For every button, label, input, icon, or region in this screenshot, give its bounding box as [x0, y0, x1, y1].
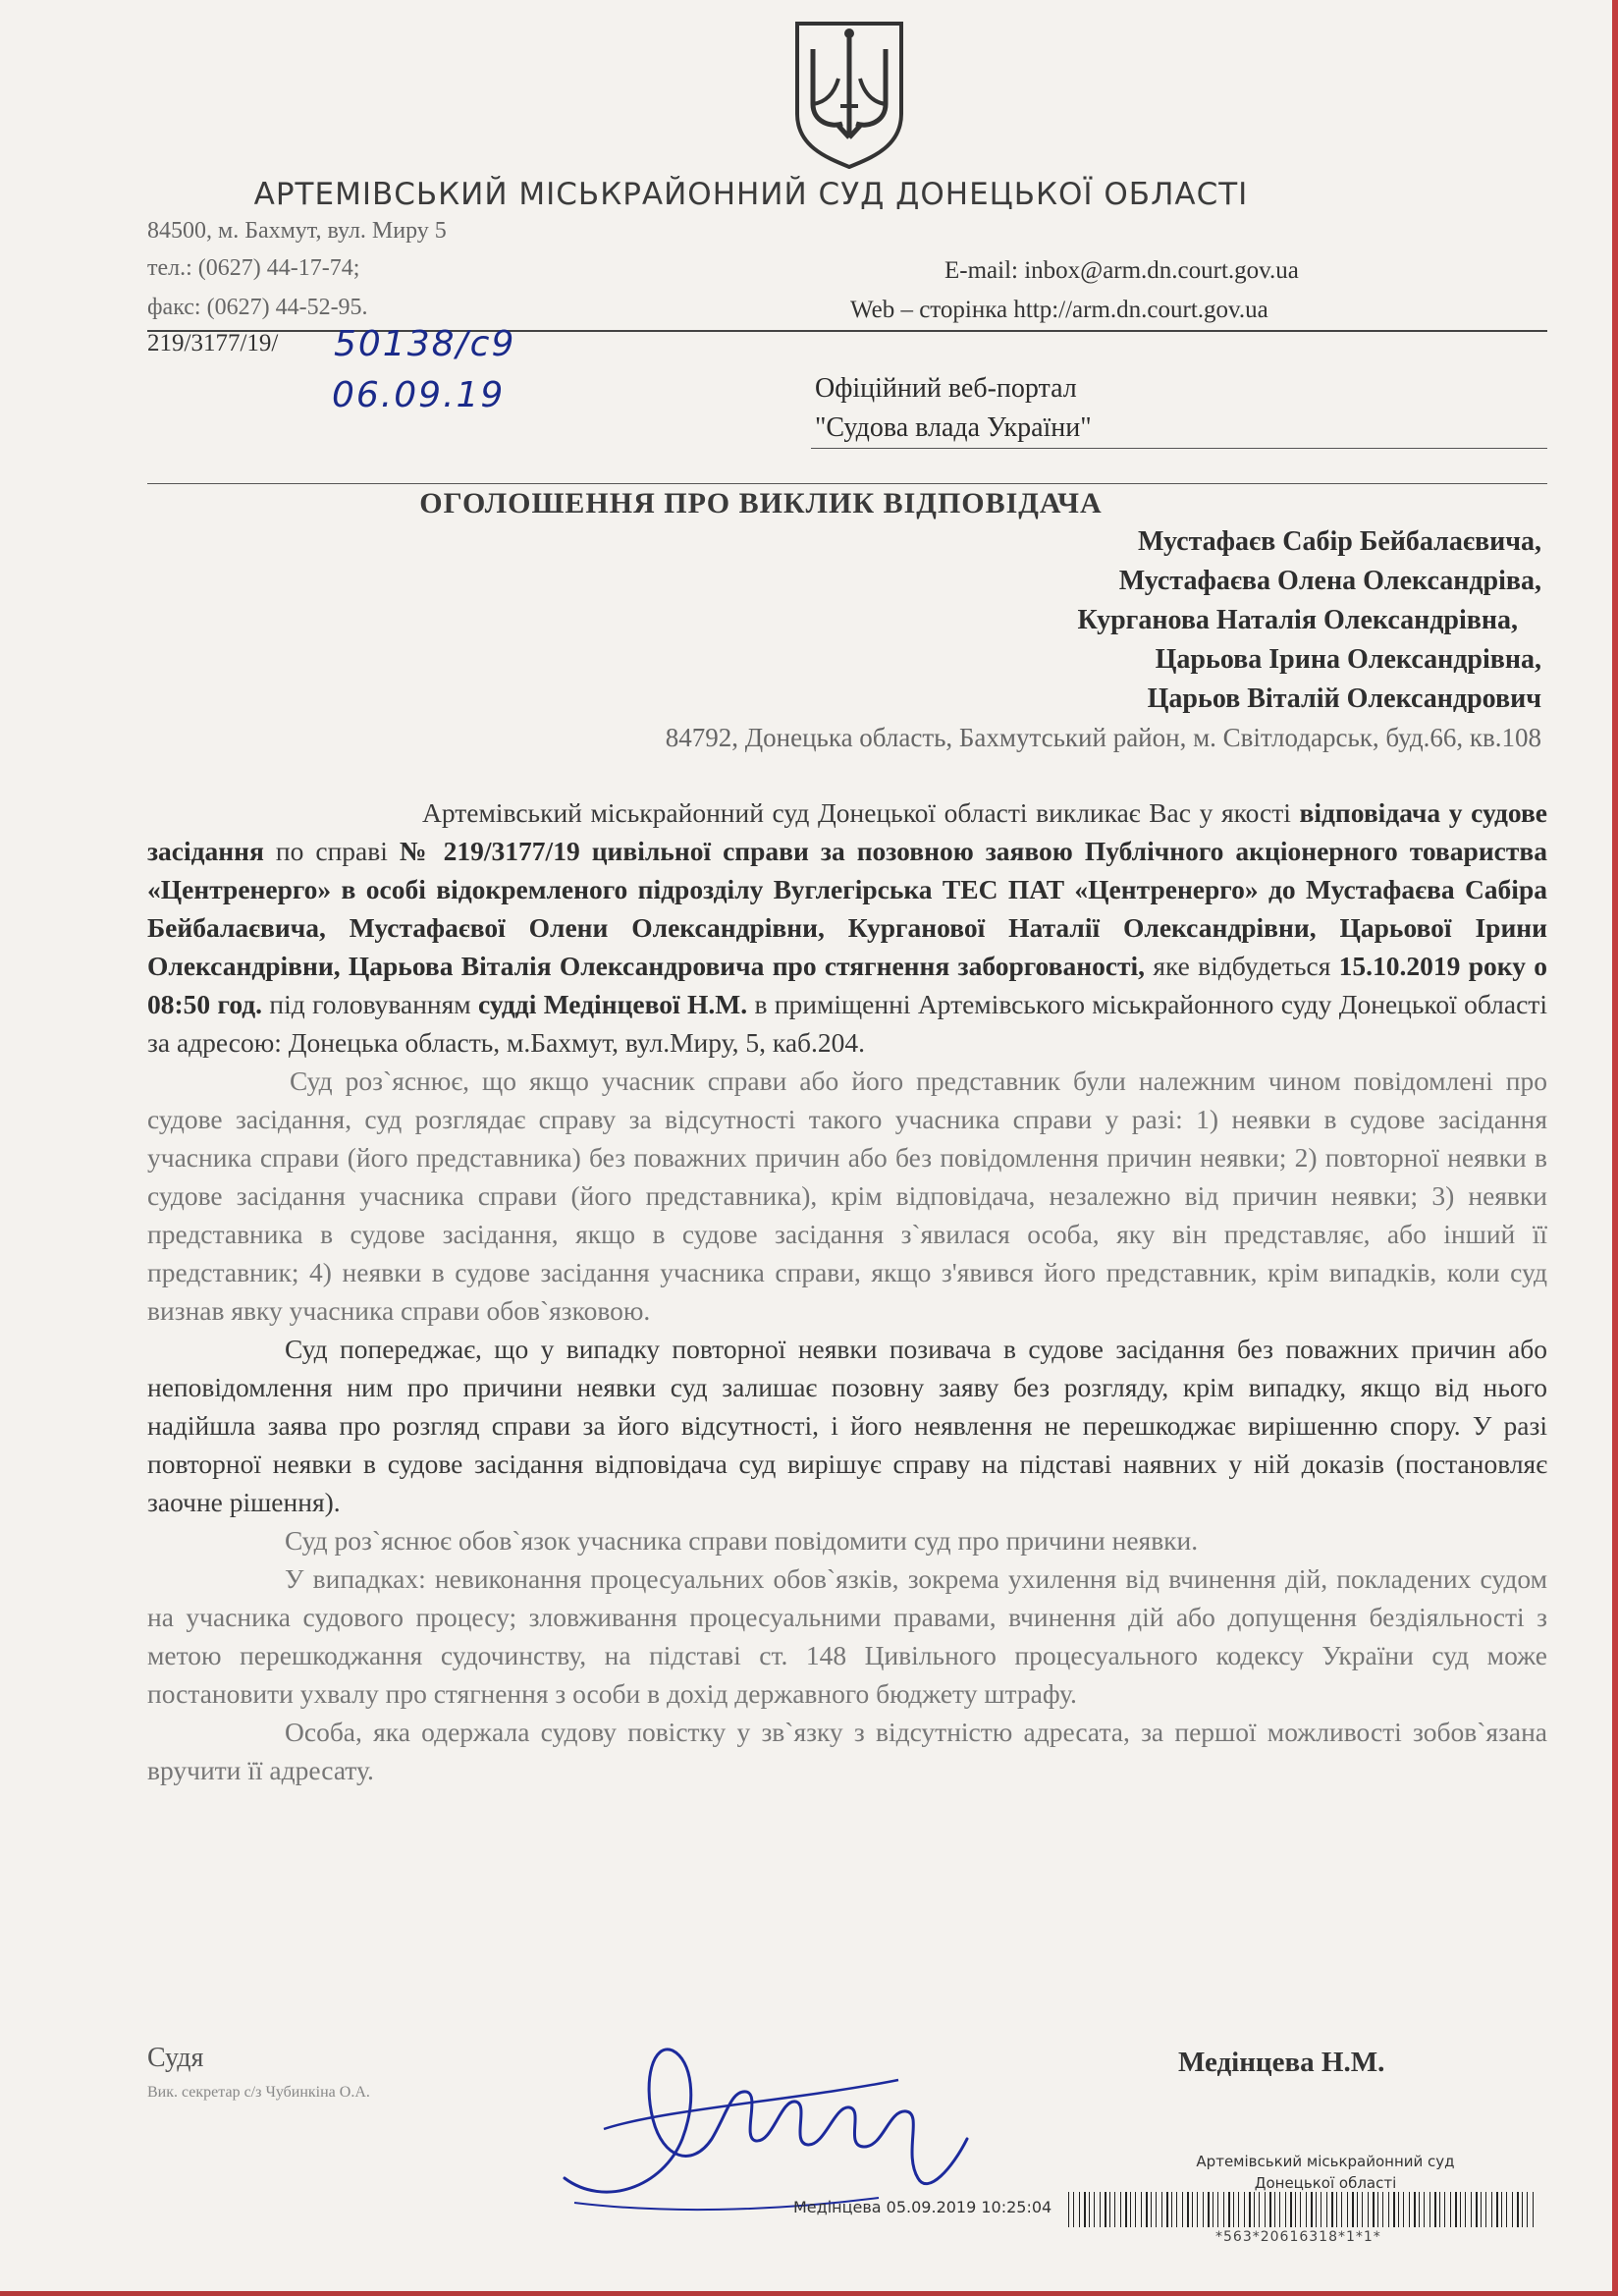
- judge-label: Судя: [147, 2043, 204, 2073]
- barcode-bar: [1109, 2192, 1110, 2227]
- barcode-bar: [1393, 2192, 1395, 2227]
- barcode-bar: [1455, 2192, 1457, 2227]
- barcode-bar: [1481, 2192, 1482, 2227]
- defendant-1: Мустафаєв Сабір Бейбалаєвича,: [1137, 526, 1541, 557]
- paragraph-penalty: У випадках: невиконання процесуальних обов`язків, зокрема ухилення від вчинення дій, покладених судом на учасника судового процесу; зловживання процесуальними правами, вчинення дій або допущення бездіяльності з метою перешкоджання судочинству, на підставі ст. 148 Цивільного процесуального кодексу України суд може постановити ухвалу про стягнення з особи в дохід державного бюджету штрафу.: [147, 1563, 1547, 1709]
- defendant-5: Царьов Віталій Олександрович: [1147, 683, 1541, 714]
- barcode-bar: [1460, 2192, 1461, 2227]
- stamp-court-line-1: Артемівський міськрайонний суд: [1196, 2153, 1455, 2170]
- barcode-bar: [1135, 2192, 1136, 2227]
- court-address: 84500, м. Бахмут, вул. Миру 5: [147, 218, 447, 244]
- barcode-bar: [1496, 2192, 1498, 2227]
- barcode-bar: [1316, 2192, 1317, 2227]
- barcode-bar: [1223, 2192, 1224, 2227]
- barcode-bar: [1094, 2192, 1095, 2227]
- e-signature-stamp: Медінцева 05.09.2019 10:25:04: [793, 2198, 1052, 2216]
- paragraph-summons: [147, 793, 1547, 1062]
- barcode-bar: [1073, 2192, 1074, 2227]
- barcode-bar: [1409, 2192, 1410, 2227]
- barcode-bar: [1217, 2192, 1218, 2227]
- barcode-number: *563*20616318*1*1*: [1215, 2229, 1381, 2245]
- paragraph-delivery: Особа, яка одержала судову повістку у зв`язку з відсутністю адресата, за першої можливості зобов`язана вручити її адресату.: [147, 1717, 1547, 1785]
- barcode-bar: [1079, 2192, 1080, 2227]
- barcode-bar: [1265, 2192, 1266, 2227]
- barcode-bar: [1269, 2192, 1271, 2227]
- barcode-bar: [1259, 2192, 1260, 2227]
- barcode-bar: [1068, 2192, 1069, 2227]
- barcode-bar: [1429, 2192, 1430, 2227]
- barcode-bar: [1352, 2192, 1354, 2227]
- barcode-bar: [1347, 2192, 1348, 2227]
- barcode-bar: [1512, 2192, 1513, 2227]
- barcode-bar: [1151, 2192, 1152, 2227]
- defendants-address: 84792, Донецька область, Бахмутський район, м. Світлодарськ, буд.66, кв.108: [665, 723, 1541, 752]
- barcode-bar: [1114, 2192, 1115, 2227]
- court-fax: факс: (0627) 44-52-95.: [147, 295, 368, 320]
- title-overline: [147, 483, 1547, 484]
- barcode-bar: [1444, 2192, 1445, 2227]
- barcode-bar: [1120, 2192, 1121, 2227]
- presiding-judge: судді Медінцевої Н.М.: [478, 989, 748, 1019]
- barcode-bar: [1084, 2192, 1086, 2227]
- barcode-bar: [1238, 2192, 1239, 2227]
- barcode-bar: [1501, 2192, 1502, 2227]
- recipient-underline: [811, 448, 1547, 449]
- case-details: № 219/3177/19 цивільної справи за позовною заявою Публічного акціонерного товариства «Центренерго» в особі відокремленого підрозділу Вуглегірська ТЕС ПАТ «Центренерго» до Мустафаєва Сабіра Бейбалаєвича, Мустафаєвої Олени Олександрівни, Курганової Наталії Олександрівни, Царьової Ірини Олександрівни, Царьова Віталія Олександровича про стягнення заборгованості,: [147, 836, 1547, 981]
- barcode-bar: [1125, 2192, 1127, 2227]
- barcode-bar: [1213, 2192, 1214, 2227]
- barcode-bar: [1141, 2192, 1142, 2227]
- barcode-bar: [1203, 2192, 1204, 2227]
- barcode-bar: [1465, 2192, 1466, 2227]
- barcode-bar: [1476, 2192, 1478, 2227]
- barcode-bar: [1341, 2192, 1342, 2227]
- defendant-2: Мустафаєва Олена Олександріва,: [1118, 566, 1541, 596]
- barcode-bar: [1419, 2192, 1420, 2227]
- defendant-3: Курганова Наталія Олександрівна,: [1077, 605, 1518, 635]
- barcode-bar: [1176, 2192, 1177, 2227]
- barcode-bar: [1208, 2192, 1210, 2227]
- barcode-bar: [1192, 2192, 1193, 2227]
- barcode-bar: [1171, 2192, 1172, 2227]
- barcode-bar: [1424, 2192, 1425, 2227]
- barcode-bar: [1100, 2192, 1101, 2227]
- barcode-bar: [1279, 2192, 1280, 2227]
- paragraph-duty: Суд роз`яснює обов`язок учасника справи повідомити суд про причини неявки.: [285, 1525, 1199, 1556]
- defendant-4: Царьова Ірина Олександрівна,: [1155, 644, 1541, 675]
- secretary-note: Вик. секретар с/з Чубинкіна О.А.: [147, 2084, 370, 2101]
- barcode-bar: [1130, 2192, 1131, 2227]
- court-email: E-mail: inbox@arm.dn.court.gov.ua: [944, 257, 1299, 284]
- recipient-line-2: "Судова влада України": [815, 412, 1092, 443]
- barcode-bar: [1187, 2192, 1189, 2227]
- barcode-bar: [1166, 2192, 1168, 2227]
- barcode-bar: [1471, 2192, 1472, 2227]
- barcode-bar: [1362, 2192, 1363, 2227]
- summons-text: Артемівський міськрайонний суд Донецької області викликає Вас у якості: [422, 797, 1300, 828]
- barcode-bar: [1197, 2192, 1198, 2227]
- case-reference: 219/3177/19/: [147, 330, 279, 356]
- page-edge-right: [1612, 0, 1618, 2296]
- page-edge-bottom: [0, 2291, 1618, 2296]
- barcode-bar: [1357, 2192, 1358, 2227]
- barcode-bar: [1249, 2192, 1251, 2227]
- coat-of-arms-icon: [791, 20, 907, 169]
- barcode-bar: [1368, 2192, 1369, 2227]
- court-web: Web – сторінка http://arm.dn.court.gov.ua: [850, 297, 1268, 323]
- summons-text: по справі: [263, 836, 400, 866]
- barcode-bar: [1326, 2192, 1327, 2227]
- barcode-bar: [1414, 2192, 1416, 2227]
- recipient-line-1: Офіційний веб-портал: [815, 373, 1077, 404]
- hearing-datetime: 15.10.2019 року о 08:50 год.: [147, 951, 1547, 1019]
- announcement-body: [147, 793, 1547, 1789]
- paragraph-absence-rules: Суд роз`яснює, що якщо учасник справи або його представник були належним чином повідомлені про судове засідання, суд розглядає справу за відсутності такого учасника справи у разі: 1) неявки в судове засідання учасника справи (його представника) без поважних причин або без повідомлення причин неявки; 2) повторної неявки в судове засідання учасника справи (його представника), крім відповідача, незалежно від причин неявки; 3) неявки представника в судове засідання, якщо в судове засідання з`явилася особа, яку він представляє, або інший її представник; 4) неявки в судове засідання учасника справи, якщо з'явився його представник, крім випадків, коли суд визнав явку учасника справи обов`язковою.: [147, 1066, 1547, 1326]
- summons-text: яке відбудеться: [1145, 951, 1339, 981]
- handwritten-incoming-number: 50138/с9: [334, 324, 516, 364]
- barcode-bar: [1300, 2192, 1301, 2227]
- barcode-bar: [1506, 2192, 1507, 2227]
- barcode-bar: [1491, 2192, 1492, 2227]
- judge-signature: [545, 2021, 987, 2227]
- barcode-bar: [1254, 2192, 1255, 2227]
- barcode-bar: [1403, 2192, 1404, 2227]
- barcode-bar: [1295, 2192, 1296, 2227]
- barcode-bar: [1439, 2192, 1440, 2227]
- barcode-bar: [1373, 2192, 1375, 2227]
- barcode-bar: [1228, 2192, 1230, 2227]
- announcement-title: ОГОЛОШЕННЯ ПРО ВИКЛИК ВІДПОВІДАЧА: [419, 487, 1103, 519]
- barcode-bar: [1285, 2192, 1286, 2227]
- barcode-bar: [1398, 2192, 1399, 2227]
- barcode-bar: [1105, 2192, 1106, 2227]
- barcode-bar: [1089, 2192, 1090, 2227]
- barcode-bar: [1388, 2192, 1389, 2227]
- court-phone: тел.: (0627) 44-17-74;: [147, 255, 360, 281]
- barcode-bar: [1233, 2192, 1234, 2227]
- barcode-bar: [1146, 2192, 1148, 2227]
- summons-text: під головуванням: [262, 989, 479, 1019]
- barcode-bar: [1161, 2192, 1162, 2227]
- barcode-bar: [1290, 2192, 1292, 2227]
- summons-role: відповідача у судове засідання: [147, 797, 1548, 866]
- barcode: [1068, 2192, 1539, 2227]
- barcode-bar: [1434, 2192, 1436, 2227]
- barcode-bar: [1377, 2192, 1378, 2227]
- barcode-bar: [1517, 2192, 1519, 2227]
- barcode-bar: [1527, 2192, 1528, 2227]
- e-stamp-court: [1129, 2151, 1522, 2194]
- barcode-bar: [1182, 2192, 1183, 2227]
- barcode-bar: [1522, 2192, 1523, 2227]
- barcode-bar: [1156, 2192, 1157, 2227]
- court-name: АРТЕМІВСЬКИЙ МІСЬКРАЙОННИЙ СУД ДОНЕЦЬКОЇ ОБЛАСТІ: [253, 177, 1249, 212]
- barcode-bar: [1450, 2192, 1451, 2227]
- barcode-bar: [1485, 2192, 1486, 2227]
- hearing-location: в приміщенні Артемівського міськрайонного суду Донецької області за адресою: Донецька область, м.Бахмут, вул.Миру, 5, каб.204.: [147, 989, 1547, 1058]
- handwritten-incoming-date: 06.09.19: [332, 375, 506, 415]
- barcode-bar: [1336, 2192, 1337, 2227]
- barcode-bar: [1533, 2192, 1534, 2227]
- barcode-bar: [1274, 2192, 1275, 2227]
- barcode-bar: [1382, 2192, 1383, 2227]
- barcode-bar: [1306, 2192, 1307, 2227]
- barcode-bar: [1311, 2192, 1313, 2227]
- judge-name: Медінцева Н.М.: [1178, 2047, 1385, 2078]
- barcode-bar: [1331, 2192, 1333, 2227]
- barcode-bar: [1244, 2192, 1245, 2227]
- paragraph-warning: Суд попереджає, що у випадку повторної неявки позивача в судове засідання без поважних причин або неповідомлення ним про причини неявки суд залишає позовну заяву без розгляду, крім випадку, якщо від нього надійшла заява про розгляд справи за його відсутності, і його неявлення не перешкоджає вирішенню спору. У разі повторної неявки в судове засідання відповідача суд вирішує справу на підставі наявних у ній доказів (постановляє заочне рішення).: [147, 1334, 1547, 1517]
- stamp-court-line-2: Донецької області: [1254, 2174, 1397, 2192]
